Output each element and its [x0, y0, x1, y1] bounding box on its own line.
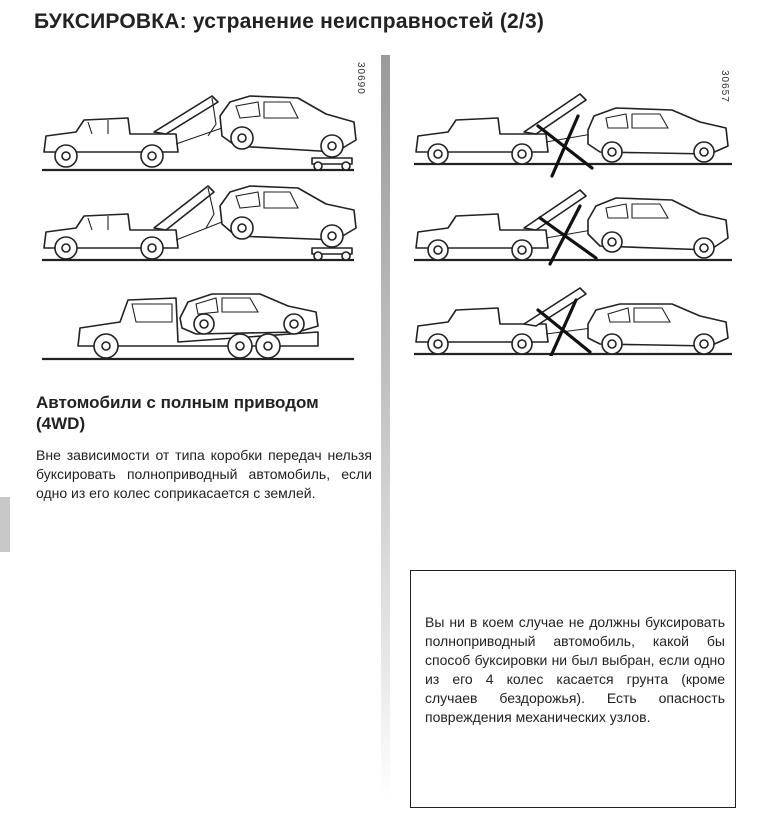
flatbed-truck: [42, 294, 354, 359]
towing-forbidden-drawing: [410, 56, 740, 356]
towing-allowed-drawing: [36, 56, 372, 368]
figure-forbidden-towing: [410, 56, 740, 356]
figure-allowed-towing: [36, 56, 372, 368]
column-divider: [381, 55, 390, 800]
page-title: [34, 10, 544, 34]
forbidden-row-2: [414, 190, 732, 264]
tow-truck-dolly-1: [42, 96, 356, 170]
forbidden-row-1: [414, 94, 732, 176]
tow-boom: [154, 186, 214, 230]
figure-code-right: 30657: [719, 70, 730, 103]
title-prefix: БУКСИРОВКА:: [34, 10, 187, 33]
title-rest: устранение неисправностей (2/3): [186, 10, 545, 33]
tow-truck-dolly-2: [42, 186, 356, 260]
figure-code-left: 30690: [355, 62, 366, 95]
section-paragraph: Вне зависимости от типа коробки передач нельзя буксировать полноприводный автомобиль, если одно из его колес соприкасается с землей.: [36, 447, 372, 501]
warning-text: Вы ни в коем случае не должны буксировать полноприводный автомобиль, какой бы способ буксировки ни был выбран, если одно из его 4 колес касается грунта (кроме случаев бездорожья). Есть опасность повреждения механических узлов.: [425, 614, 725, 725]
section-heading: Автомобили с полным приводом (4WD): [36, 393, 319, 433]
tow-boom: [154, 96, 218, 134]
cross-mark: [552, 116, 578, 176]
tow-boom: [524, 94, 586, 134]
tow-boom: [524, 288, 586, 326]
side-tab-marker: [0, 497, 10, 552]
warning-box: [410, 570, 736, 808]
forbidden-row-3: [414, 288, 732, 356]
